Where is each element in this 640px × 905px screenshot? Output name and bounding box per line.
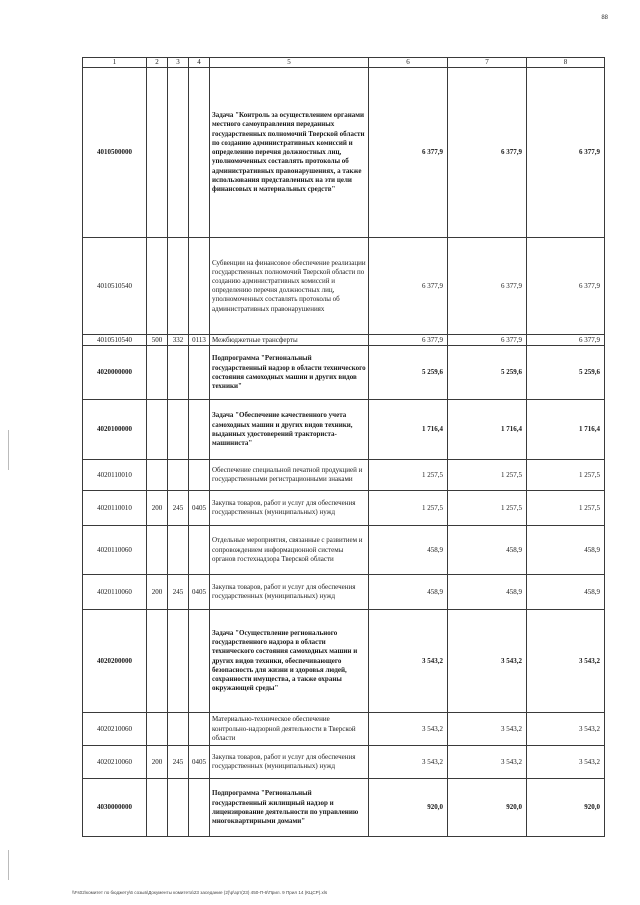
section-cell (189, 610, 210, 713)
column-header: 8 (527, 58, 605, 68)
section-cell: 0405 (189, 746, 210, 779)
expense-type-cell (147, 713, 168, 746)
description-cell: Закупка товаров, работ и услуг для обеспечения государственных (муниципальных) нужд (210, 575, 369, 610)
amount-cell: 458,9 (369, 575, 448, 610)
budget-code-cell: 4020210060 (83, 746, 147, 779)
column-header: 5 (210, 58, 369, 68)
amount-cell: 458,9 (527, 526, 605, 575)
section-cell (189, 460, 210, 491)
amount-cell: 3 543,2 (369, 746, 448, 779)
expense-type-cell (147, 526, 168, 575)
kosgu-cell (168, 346, 189, 400)
kosgu-cell: 245 (168, 491, 189, 526)
amount-cell: 3 543,2 (369, 610, 448, 713)
budget-code-cell: 4020110060 (83, 575, 147, 610)
kosgu-cell (168, 610, 189, 713)
table-row (83, 779, 605, 837)
amount-cell: 920,0 (527, 779, 605, 837)
expense-type-cell (147, 779, 168, 837)
description-cell: Закупка товаров, работ и услуг для обеспечения государственных (муниципальных) нужд (210, 491, 369, 526)
section-cell (189, 779, 210, 837)
budget-code-cell: 4020000000 (83, 346, 147, 400)
table-row (83, 346, 605, 400)
amount-cell: 920,0 (448, 779, 527, 837)
table-row (83, 460, 605, 491)
description-cell: Обеспечение специальной печатной продукцией и государственными регистрационными знаками (210, 460, 369, 491)
header-row (83, 58, 605, 68)
table-row (83, 526, 605, 575)
expense-type-cell: 200 (147, 491, 168, 526)
expense-type-cell (147, 460, 168, 491)
amount-cell: 5 259,6 (527, 346, 605, 400)
amount-cell: 1 716,4 (369, 400, 448, 460)
budget-code-cell: 4020110010 (83, 491, 147, 526)
amount-cell: 6 377,9 (448, 238, 527, 335)
budget-code-cell: 4010510540 (83, 335, 147, 346)
kosgu-cell: 332 (168, 335, 189, 346)
amount-cell: 1 716,4 (448, 400, 527, 460)
column-header: 2 (147, 58, 168, 68)
budget-code-cell: 4010500000 (83, 68, 147, 238)
description-cell: Закупка товаров, работ и услуг для обеспечения государственных (муниципальных) нужд (210, 746, 369, 779)
margin-mark (8, 430, 9, 470)
margin-mark (8, 850, 9, 880)
amount-cell: 6 377,9 (369, 335, 448, 346)
column-header: 4 (189, 58, 210, 68)
section-cell: 0405 (189, 575, 210, 610)
section-cell (189, 526, 210, 575)
expense-type-cell (147, 400, 168, 460)
budget-code-cell: 4020200000 (83, 610, 147, 713)
amount-cell: 1 257,5 (448, 491, 527, 526)
column-header: 6 (369, 58, 448, 68)
amount-cell: 920,0 (369, 779, 448, 837)
amount-cell: 1 257,5 (369, 460, 448, 491)
table-row (83, 746, 605, 779)
description-cell: Материально-техническое обеспечение контрольно-надзорной деятельности в Тверской области (210, 713, 369, 746)
kosgu-cell: 245 (168, 746, 189, 779)
section-cell (189, 400, 210, 460)
budget-code-cell: 4020100000 (83, 400, 147, 460)
expense-type-cell (147, 610, 168, 713)
amount-cell: 1 716,4 (527, 400, 605, 460)
amount-cell: 3 543,2 (448, 713, 527, 746)
expense-type-cell (147, 238, 168, 335)
table-row (83, 491, 605, 526)
amount-cell: 6 377,9 (369, 68, 448, 238)
amount-cell: 3 543,2 (527, 610, 605, 713)
section-cell (189, 238, 210, 335)
table-row (83, 400, 605, 460)
amount-cell: 1 257,5 (448, 460, 527, 491)
expense-type-cell (147, 68, 168, 238)
description-cell: Отдельные мероприятия, связанные с развитием и сопровождением информационной системы органов гостехнадзора Тверской области (210, 526, 369, 575)
amount-cell: 3 543,2 (448, 610, 527, 713)
expense-type-cell: 200 (147, 575, 168, 610)
budget-code-cell: 4020110010 (83, 460, 147, 491)
budget-code-cell: 4020110060 (83, 526, 147, 575)
description-cell: Задача "Осуществление регионального государственного надзора в области технического состояния самоходных машин и других видов техники, обеспечивающего безопасность для жизни и здоровья людей, сохранности имущества, а также охраны окружающей среды" (210, 610, 369, 713)
budget-code-cell: 4010510540 (83, 238, 147, 335)
description-cell: Подпрограмма "Региональный государственный жилищный надзор и лицензирование деятельности по управлению многоквартирными домами" (210, 779, 369, 837)
kosgu-cell (168, 713, 189, 746)
amount-cell: 6 377,9 (527, 238, 605, 335)
amount-cell: 6 377,9 (448, 335, 527, 346)
kosgu-cell (168, 526, 189, 575)
budget-code-cell: 4020210060 (83, 713, 147, 746)
kosgu-cell (168, 68, 189, 238)
amount-cell: 3 543,2 (448, 746, 527, 779)
budget-table (82, 57, 605, 837)
amount-cell: 3 543,2 (369, 713, 448, 746)
table-row (83, 68, 605, 238)
table-row (83, 575, 605, 610)
amount-cell: 3 543,2 (527, 713, 605, 746)
kosgu-cell (168, 400, 189, 460)
kosgu-cell (168, 460, 189, 491)
amount-cell: 3 543,2 (527, 746, 605, 779)
table-row (83, 713, 605, 746)
expense-type-cell (147, 346, 168, 400)
section-cell (189, 713, 210, 746)
amount-cell: 458,9 (527, 575, 605, 610)
table-row (83, 610, 605, 713)
amount-cell: 5 259,6 (369, 346, 448, 400)
section-cell (189, 346, 210, 400)
amount-cell: 6 377,9 (527, 68, 605, 238)
column-header: 3 (168, 58, 189, 68)
amount-cell: 6 377,9 (448, 68, 527, 238)
kosgu-cell: 245 (168, 575, 189, 610)
description-cell: Межбюджетные трансферты (210, 335, 369, 346)
section-cell: 0113 (189, 335, 210, 346)
amount-cell: 458,9 (448, 575, 527, 610)
file-path-footer: \\Fs02\комитет по бюджету\6 созыв\Документы комитета\23 заседание (2)\р\зрт(23) 450-П-6\Прил. 9 Прил 14 (КЦСР).xls (72, 890, 328, 895)
amount-cell: 1 257,5 (369, 491, 448, 526)
amount-cell: 6 377,9 (527, 335, 605, 346)
column-header: 1 (83, 58, 147, 68)
page-number: 88 (601, 15, 608, 21)
column-header: 7 (448, 58, 527, 68)
kosgu-cell (168, 779, 189, 837)
amount-cell: 458,9 (448, 526, 527, 575)
description-cell: Задача "Контроль за осуществлением органами местного самоуправления переданных государственных полномочий Тверской области по созданию административных комиссий и определению перечня должностных лиц, уполномоченных составлять протоколы об административных правонарушениях, а также использования представленных на эти цели финансовых и материальных средств" (210, 68, 369, 238)
description-cell: Подпрограмма "Региональный государственный надзор в области технического состояния самоходных машин и других видов техники" (210, 346, 369, 400)
expense-type-cell: 500 (147, 335, 168, 346)
expense-type-cell: 200 (147, 746, 168, 779)
amount-cell: 6 377,9 (369, 238, 448, 335)
amount-cell: 5 259,6 (448, 346, 527, 400)
table-row (83, 238, 605, 335)
section-cell: 0405 (189, 491, 210, 526)
description-cell: Задача "Обеспечение качественного учета самоходных машин и других видов техники, выданных удостоверений тракториста-машиниста" (210, 400, 369, 460)
amount-cell: 458,9 (369, 526, 448, 575)
description-cell: Субвенции на финансовое обеспечение реализации государственных полномочий Тверской области по созданию административных комиссий и определению перечня должностных лиц, уполномоченных составлять протоколы об административных правонарушениях (210, 238, 369, 335)
budget-code-cell: 4030000000 (83, 779, 147, 837)
section-cell (189, 68, 210, 238)
table-row (83, 335, 605, 346)
amount-cell: 1 257,5 (527, 460, 605, 491)
amount-cell: 1 257,5 (527, 491, 605, 526)
kosgu-cell (168, 238, 189, 335)
